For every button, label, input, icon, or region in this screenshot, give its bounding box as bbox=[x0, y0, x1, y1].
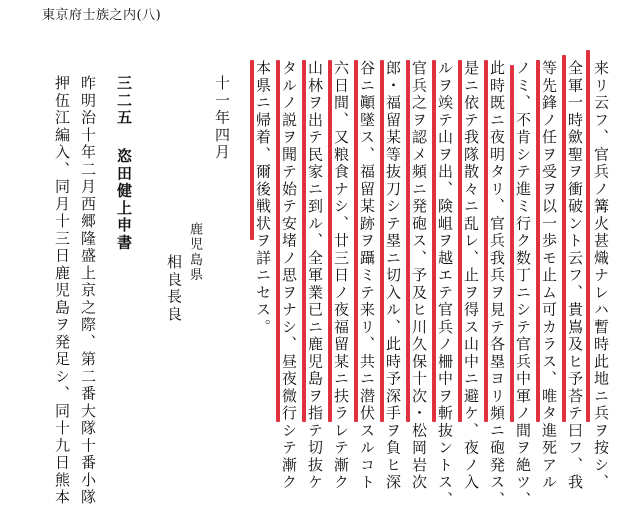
item-number: 三二五 bbox=[115, 75, 133, 127]
body-column: ルヲ竢テ山ヲ出、険岨ヲ越エテ官兵ノ柵中ヲ斬抜ントス、 bbox=[436, 60, 454, 509]
signature-name: 相良長良 bbox=[165, 254, 183, 323]
body-column: 来リ云フ、官兵ノ篝火甚熾ナレハ暫時此地ニ兵ヲ按シ、 bbox=[592, 60, 610, 492]
body-column: 六日間、又粮食ナシ、廿三日ノ夜福留某ニ扶ラレテ漸ク bbox=[332, 60, 350, 492]
body-column: 官兵之ヲ認メ頻ニ発砲ス、予及ヒ川久保十次・松岡岩次 bbox=[410, 60, 428, 492]
body-column: ノミ、不肯シテ進ミ行ク数丁ニシテ官兵中軍ノ間ヲ絶ツ、 bbox=[514, 60, 532, 509]
body-column: 此時既ニ夜明タリ、官兵我兵ヲ見テ各塁ヨリ頻ニ砲発ス、 bbox=[488, 60, 506, 509]
highlight-mark bbox=[586, 50, 590, 422]
body-column: 郎・福留某等抜刀シテ塁ニ切入ル、此時予深手ヲ負ヒ深 bbox=[384, 60, 402, 492]
body-column: 谷ニ顚墜ス、福留某跡ヲ躡ミテ来リ、共ニ潜伏スルコト bbox=[358, 60, 376, 492]
item-body-column: 昨明治十年二月西郷隆盛上京之際、第二番大隊十番小隊 bbox=[79, 75, 97, 507]
page-header: 東京府士族之内(八) bbox=[42, 8, 162, 23]
body-column: 是ニ依テ我隊散々ニ乱レ、止ヲ得ス山中ニ避ケ、夜ノ入 bbox=[462, 60, 480, 492]
body-column: 等先鋒ノ任ヲ受ヲ以一歩モ止ム可カラス、唯タ進死アル bbox=[540, 60, 558, 492]
date-line: 十一年四月 bbox=[213, 75, 231, 162]
body-column: 全軍一時歛聖ヲ衝破ント云フ、貴嶌及ヒ予荅テ曰フ、我 bbox=[566, 60, 584, 492]
item-title: 恣田健上申書 bbox=[115, 148, 133, 252]
item-body-column: 押伍江編入、同月十三日鹿児島ヲ発足シ、同十九日熊本 bbox=[53, 75, 71, 507]
body-column: タルノ説ヲ聞テ始テ安堵ノ思ヲナシ、昼夜微行シテ漸ク bbox=[280, 60, 298, 492]
body-column: 本県ニ帰着、爾後戦状ヲ詳ニセス。 bbox=[254, 60, 272, 336]
signature-prefecture: 鹿児島県 bbox=[187, 222, 202, 283]
body-column: 山林ヲ出テ民家ニ到ル、全軍業已ニ鹿児島ヲ指テ切抜ケ bbox=[306, 60, 324, 492]
